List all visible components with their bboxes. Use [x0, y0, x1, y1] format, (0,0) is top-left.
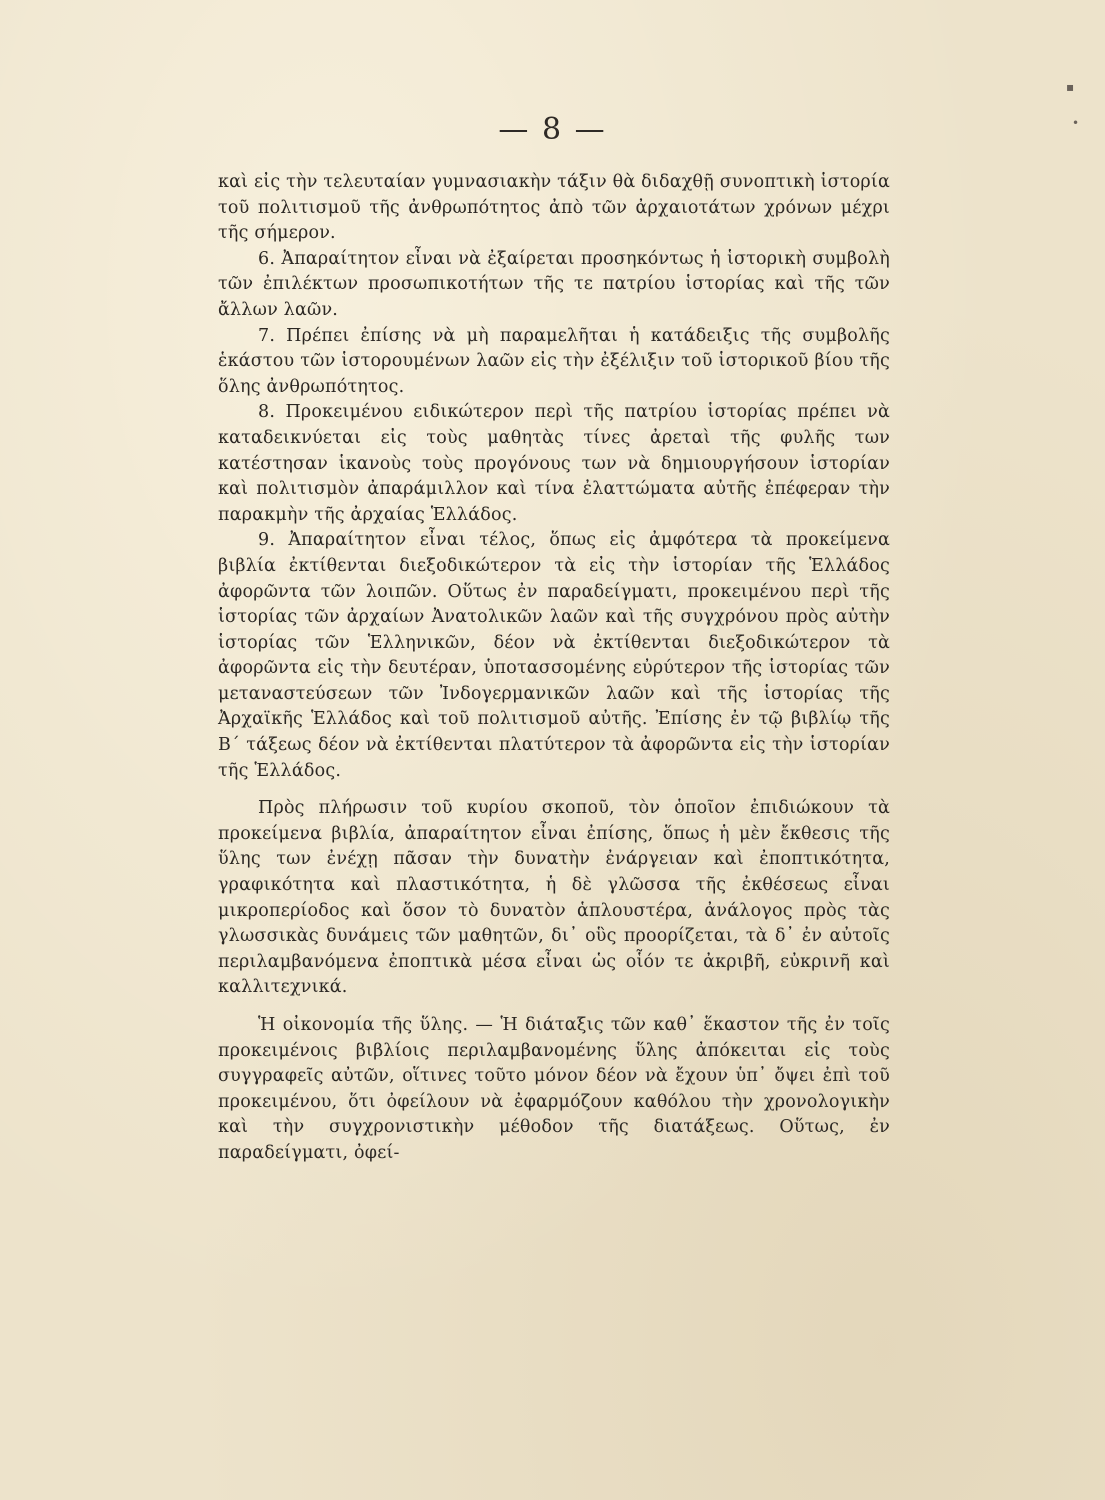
page-number: — 8 — [498, 112, 607, 147]
paragraph-item-6: 6. Ἀπαραίτητον εἶναι νὰ ἐξαίρεται προσηκόντως ἡ ἱστορικὴ συμβολὴ τῶν ἐπιλέκτων προσωπικοτήτων τῆς τε πατρίου ἱστορίας καὶ τῆς τῶν ἄλλων λαῶν. [218, 248, 890, 320]
paragraph-continuation: καὶ εἰς τὴν τελευταίαν γυμνασιακὴν τάξιν θὰ διδαχθῇ συνοπτικὴ ἱστορία τοῦ πολιτισμοῦ τῆς ἀνθρωπότητος ἀπὸ τῶν ἀρχαιοτάτων χρόνων μέχρι τῆς σήμερον. [218, 172, 890, 244]
paragraph-item-7: 7. Πρέπει ἐπίσης νὰ μὴ παραμελῆται ἡ κατάδειξις τῆς συμβολῆς ἑκάστου τῶν ἱστορουμένων λαῶν εἰς τὴν ἐξέλιξιν τοῦ ἱστορικοῦ βίου τῆς ὅλης ἀνθρωπότητος. [218, 325, 890, 397]
margin-speck: ▪ [1066, 80, 1075, 94]
paragraph-item-9: 9. Ἀπαραίτητον εἶναι τέλος, ὅπως εἰς ἀμφότερα τὰ προκείμενα βιβλία ἐκτίθενται διεξοδικώτερον τὰ εἰς τὴν ἱστορίαν τῆς Ἑλλάδος ἀφορῶντα τῶν λοιπῶν. Οὕτως ἐν παραδείγματι, προκειμένου περὶ τῆς ἱστορίας τῶν ἀρχαίων Ἀνατολικῶν λαῶν καὶ τῆς συγχρόνου πρὸς αὐτὴν ἱστορίας τῶν Ἑλληνικῶν, δέον νὰ ἐκτίθενται διεξοδικώτερον τὰ ἀφορῶντα εἰς τὴν δευτέραν, ὑποτασσομένης εὐρύτερον τῆς ἱστορίας τῶν μεταναστεύσεων τῶν Ἰνδογερμανικῶν λαῶν καὶ τῆς ἱστορίας τῆς Ἀρχαϊκῆς Ἑλλάδος καὶ τοῦ πολιτισμοῦ αὐτῆς. Ἐπίσης ἐν τῷ βιβλίῳ τῆς Β΄ τάξεως δέον νὰ ἐκτίθενται πλατύτερον τὰ ἀφορῶντα εἰς τὴν ἱστορίαν τῆς Ἑλλάδος. [218, 530, 890, 781]
paragraph-economy-of-material: Ἡ οἰκονομία τῆς ὕλης. — Ἡ διάταξις τῶν καθ᾿ ἕκαστον τῆς ἐν τοῖς προκειμένοις βιβλίοις περιλαμβανομένης ὕλης ἀπόκειται εἰς τοὺς συγγραφεῖς αὐτῶν, οἵτινες τοῦτο μόνον δέον νὰ ἔχουν ὑπ᾿ ὄψει ἐπὶ τοῦ προκειμένου, ὅτι ὀφείλουν νὰ ἐφαρμόζουν καθόλου τὴν χρονολογικὴν καὶ τὴν συγχρονιστικὴν μέθοδον τῆς διατάξεως. Οὕτως, ἐν παραδείγματι, ὀφεί- [218, 1015, 890, 1163]
paragraph-item-8: 8. Προκειμένου ειδικώτερον περὶ τῆς πατρίου ἱστορίας πρέπει νὰ καταδεικνύεται εἰς τοὺς μαθητὰς τίνες ἀρεταὶ τῆς φυλῆς των κατέστησαν ἱκανοὺς τοὺς προγόνους των νὰ δημιουργήσουν ἱστορίαν καὶ πολιτισμὸν ἀπαράμιλλον καὶ τίνα ἐλαττώματα αὐτῆς ἐπέφεραν τὴν παρακμὴν τῆς ἀρχαίας Ἑλλάδος. [218, 402, 890, 525]
margin-speck: • [1072, 116, 1080, 130]
paragraph-purpose: Πρὸς πλήρωσιν τοῦ κυρίου σκοποῦ, τὸν ὁποῖον ἐπιδιώκουν τὰ προκείμενα βιβλία, ἀπαραίτητον εἶναι ἐπίσης, ὅπως ἡ μὲν ἔκθεσις τῆς ὕλης των ἐνέχῃ πᾶσαν τὴν δυνατὴν ἐνάργειαν καὶ ἐποπτικότητα, γραφικότητα καὶ πλαστικότητα, ἡ δὲ γλῶσσα τῆς ἐκθέσεως εἶναι μικροπερίοδος καὶ ὅσον τὸ δυνατὸν ἁπλουστέρα, ἀνάλογος πρὸς τὰς γλωσσικὰς δυνάμεις τῶν μαθητῶν, δι᾿ οὓς προορίζεται, τὰ δ᾿ ἐν αὐτοῖς περιλαμβανόμενα ἐποπτικὰ μέσα εἶναι ὡς οἷόν τε ἀκριβῆ, εὐκρινῆ καὶ καλλιτεχνικά. [218, 798, 890, 998]
body-text [218, 170, 890, 1167]
